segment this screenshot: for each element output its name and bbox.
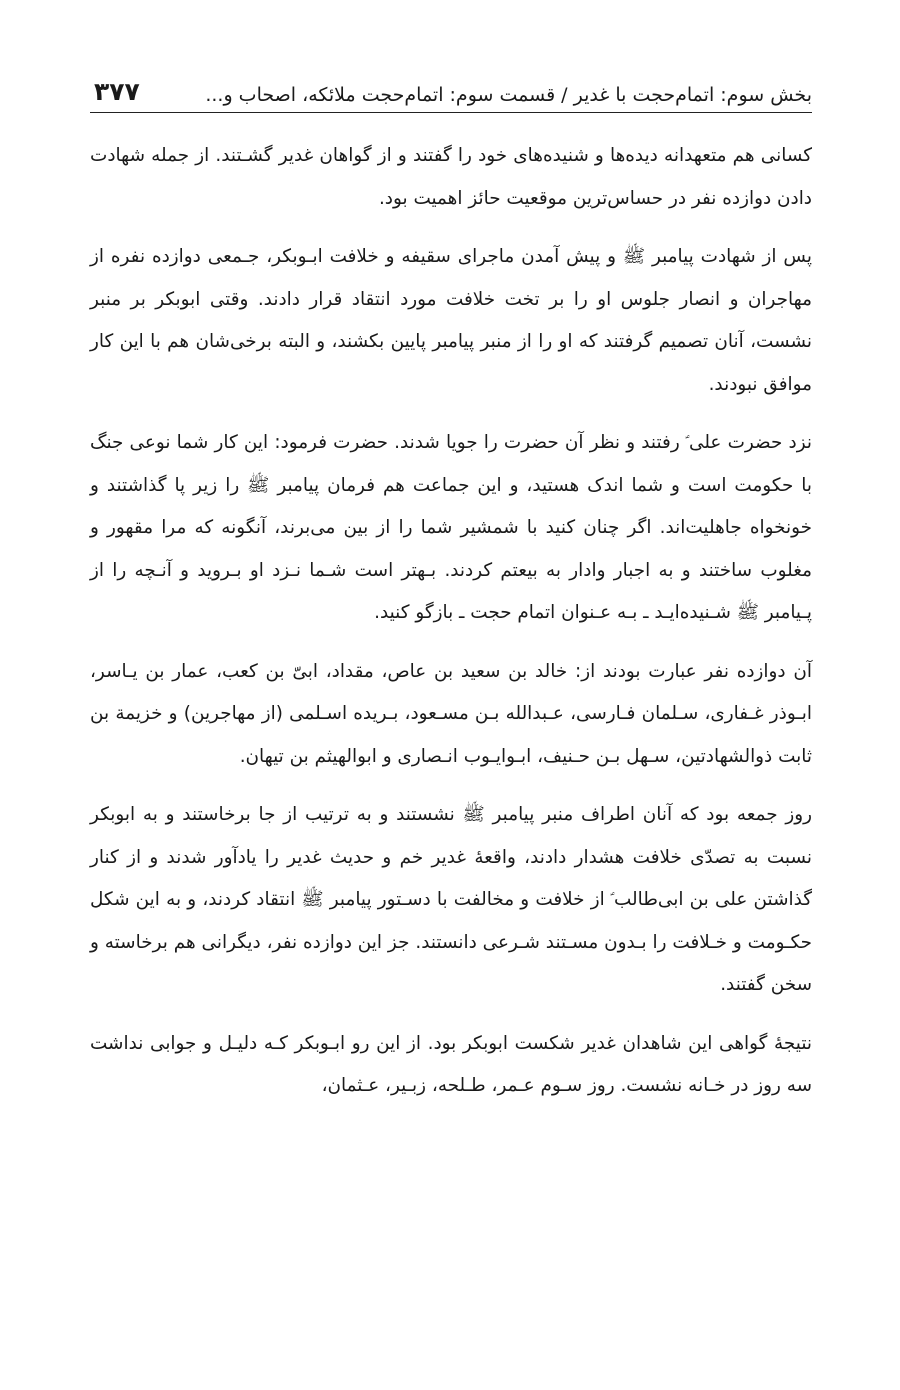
running-header <box>90 62 812 113</box>
book-page <box>90 62 812 1124</box>
page-number: ۳۷۷ <box>94 77 140 106</box>
paragraph: پس از شهادت پیامبر ﷺ و پیش آمدن ماجرای سقیفه و خلافت ابـوبکر، جـمعی دوازده نفره از مهاجران و انصار جلوس او را بر تخت خلافت مورد انتقاد قرار دادند. وقتی ابوبکر بر منبر نشست، آنان تصمیم گرفتند که او را از منبر پیامبر پایین بکشند، و البته برخی‌شان هم با این کار موافق نبودند. <box>90 246 812 395</box>
paragraph: آن دوازده نفر عبارت بودند از: خالد بن سعید بن عاص، مقداد، ابیّ بن کعب، عمار بن یـاسر، ابـوذر غـفاری، سـلمان فـارسی، عـبدالله بـن مسـعود، بـریده اسـلمی (از مهاجرین) و خزیمة بن ثابت ذوالشهادتین، سـهل بـن حـنیف، ابـوایـوب انـصاری و ابوالهیثم بن تیهان. <box>90 660 812 767</box>
paragraph: کسانی هم متعهدانه دیده‌ها و شنیده‌های خود را گفتند و از گواهان غدیر گشـتند. از جمله شهادت دادن دوازده نفر در حساس‌ترین موقعیت حائز اهمیت بود. <box>90 145 812 209</box>
header-title: بخش سوم: اتمام‌حجت با غدیر / قسمت سوم: اتمام‌حجت ملائکه، اصحاب و... <box>205 84 812 106</box>
paragraph: روز جمعه بود که آنان اطراف منبر پیامبر ﷺ نشستند و به ترتیب از جا برخاستند و به ابوبکر نسبت به تصدّی خلافت هشدار دادند، واقعهٔ غدیر خم و حدیث غدیر را یادآور شدند و از کنار گذاشتن علی بن ابی‌طالب ؑ از خلافت و مخالفت با دسـتور پیامبر ﷺ انتقاد کردند، و به این شکل حکـومت و خـلافت را بـدون مسـتند شـرعی دانستند. جز این دوازده نفر، دیگرانی هم برخاسته و سخن گفتند. <box>90 804 812 995</box>
paragraph: نتیجهٔ گواهی این شاهدان غدیر شکست ابوبکر بود. از این رو ابـوبکر کـه دلیـل و جوابی نداشت سه روز در خـانه نشست. روز سـوم عـمر، طـلحه، زبـیر، عـثمان، <box>90 1032 812 1096</box>
body-text <box>90 135 812 1108</box>
paragraph: نزد حضرت علی ؑ رفتند و نظر آن حضرت را جویا شدند. حضرت فرمود: این کار شما نوعی جنگ با حکومت است و شما اندک هستید، و این جماعت هم فرمان پیامبر ﷺ را زیر پا گذاشتند و خونخواه جاهلیت‌اند. اگر چنان کنید با شمشیر شما را از بین می‌برند، آنگونه که مرا مقهور و مغلوب ساختند و به اجبار وادار به بیعتم کردند. بـهتر است شـما نـزد او بـروید و آنـچه را از پـیامبر ﷺ شـنیده‌ایـد ـ بـه عـنوان اتمام حجت ـ بازگو کنید. <box>90 432 812 623</box>
